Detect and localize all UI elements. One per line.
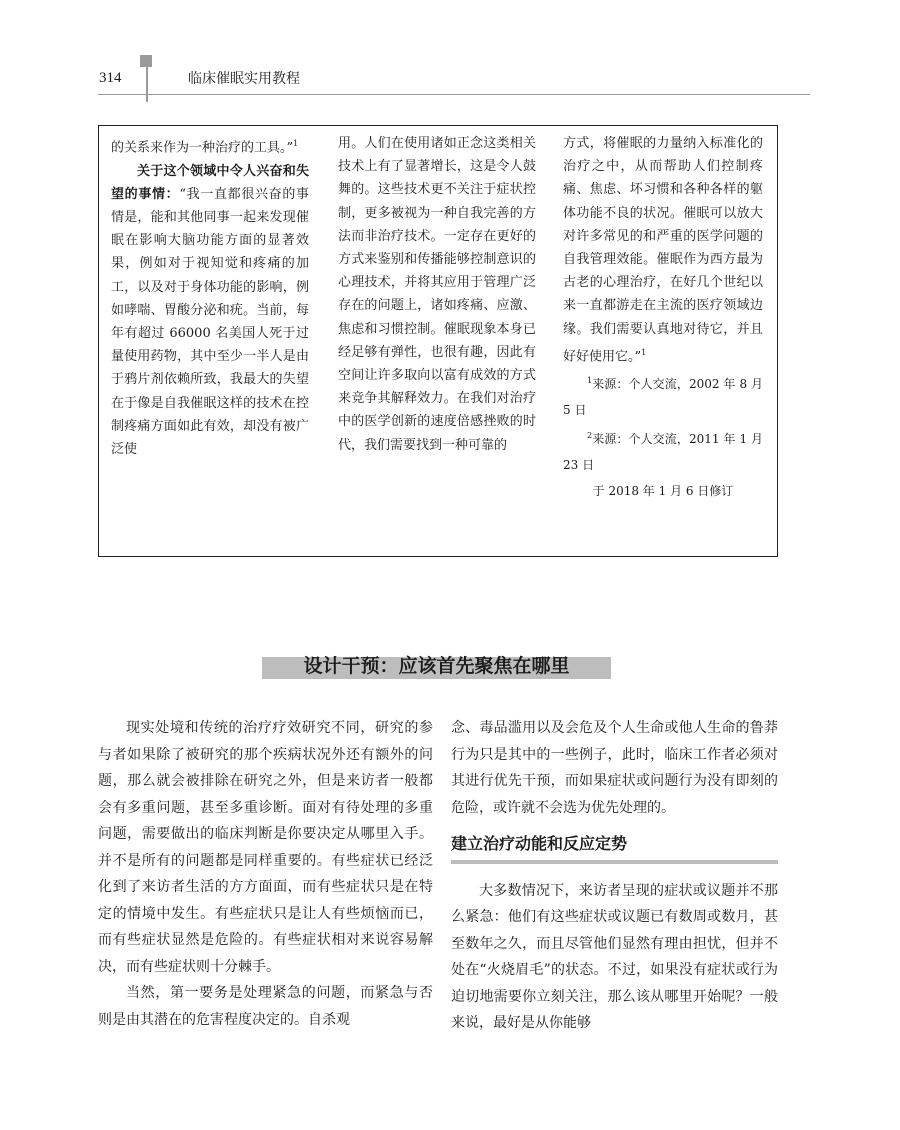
footnote-marker: 1 bbox=[641, 347, 647, 357]
footnote-number: 1 bbox=[587, 376, 593, 386]
page-number: 314 bbox=[99, 70, 122, 86]
body-column-right bbox=[451, 715, 778, 1037]
quote-column-3 bbox=[563, 132, 763, 504]
subheading: 建立治疗动能和反应定势 bbox=[451, 834, 628, 853]
footnote-text: 来源：个人交流，2002 年 8 月 5 日 bbox=[563, 377, 763, 418]
body-paragraph: 大多数情况下，来访者呈现的症状或议题并不那么紧急：他们有这些症状或议题已有数周或数月，甚至数年之久，而且尽管他们显然有理由担忧，但并不处在“火烧眉毛”的状态。不过，如果没有症状或行为迫切地需要你立刻关注，那么该从哪里开始呢？一般来说，最好是从你能够 bbox=[451, 882, 778, 1031]
quote-text: 方式，将催眠的力量纳入标准化的治疗之中，从而帮助人们控制疼痛、焦虑、坏习惯和各种各样的躯体功能不良的状况。催眠可以放大对许多常见的和严重的医学问题的自我管理效能。催眠作为西方最为古老的心理治疗，在好几个世纪以来一直都游走在主流的医疗领域边缘。我们需要认真地对待它，并且好好使用它。” bbox=[563, 136, 763, 365]
body-paragraph: 念、毒品滥用以及会危及个人生命或他人生命的鲁莽行为只是其中的一些例子，此时，临床工作者必须对其进行优先干预，而如果症状或问题行为没有即刻的危险，或许就不会选为优先处理的。 bbox=[451, 720, 778, 816]
quote-paragraph bbox=[563, 132, 763, 368]
body-column-left bbox=[98, 715, 433, 1033]
footnote-text: 来源：个人交流，2011 年 1 月 23 日 bbox=[563, 432, 763, 473]
header-horizontal-rule bbox=[98, 94, 810, 95]
quote-text: 用。人们在使用诸如正念这类相关技术上有了显著增长，这是令人鼓舞的。这些技术更不关注于症状控制，更多被视为一种自我完善的方法而非治疗技术。一定存在更好的方式来鉴别和传播能够控制意识的心理技术，并将其应用于管理广泛存在的问题上，诸如疼痛、应激、焦虑和习惯控制。催眠现象本身已经足够有弹性，也很有趣，因此有空间让许多取向以富有成效的方式来竞争其解释效力。在我们对治疗中的医学创新的速度倍感挫败的时代，我们需要找到一种可靠的 bbox=[338, 136, 536, 453]
quote-text: “我一直都很兴奋的事情是，能和其他同事一起来发现催眠在影响大脑功能方面的显著效果，例如对于视知觉和疼痛的加工，以及对于身体功能的影响，例如哮喘、胃酸分泌和疣。当前，每年有超过 66000 名美国人死于过量使用药物，其中至少一半人是由于鸦片剂依赖所致，我最大的失望在于像是自我催眠这样的技术在控制疼痛方面如此有效，却没有被广泛使 bbox=[111, 186, 309, 457]
header-vertical-rule bbox=[146, 62, 148, 102]
subheading-rule bbox=[451, 860, 778, 864]
body-paragraph: 当然，第一要务是处理紧急的问题，而紧急与否则是由其潜在的危害程度决定的。自杀观 bbox=[98, 985, 433, 1028]
footnote-number: 2 bbox=[587, 431, 593, 441]
quote-column-2 bbox=[338, 132, 536, 457]
footnote-1 bbox=[563, 368, 763, 423]
quote-text: 的关系来作为一种治疗的工具。” bbox=[111, 140, 294, 156]
quote-bold-lead: 关于这个领域中令人兴奋和失望的事情： bbox=[111, 163, 309, 202]
footnote-2 bbox=[563, 423, 763, 478]
footnote-marker: 1 bbox=[293, 139, 299, 148]
quote-paragraph bbox=[111, 132, 309, 160]
quote-paragraph bbox=[111, 160, 309, 462]
quote-column-1 bbox=[111, 132, 309, 461]
body-paragraph: 现实处境和传统的治疗疗效研究不同，研究的参与者如果除了被研究的那个疾病状况外还有额外的问题，那么就会被排除在研究之外，但是来访者一般都会有多重问题，甚至多重诊断。面对有待处理的多重问题，需要做出的临床判断是你要决定从哪里入手。并不是所有的问题都是同样重要的。有些症状已经泛化到了来访者生活的方方面面，而有些症状只是在特定的情境中发生。有些症状只是让人有些烦恼而已，而有些症状显然是危险的。有些症状相对来说容易解决，而有些症状则十分棘手。 bbox=[98, 720, 433, 975]
quote-box bbox=[98, 125, 778, 557]
book-title: 临床催眠实用教程 bbox=[188, 71, 300, 87]
section-title: 设计干预：应该首先聚焦在哪里 bbox=[303, 655, 570, 677]
revision-note: 于 2018 年 1 月 6 日修订 bbox=[592, 484, 734, 499]
